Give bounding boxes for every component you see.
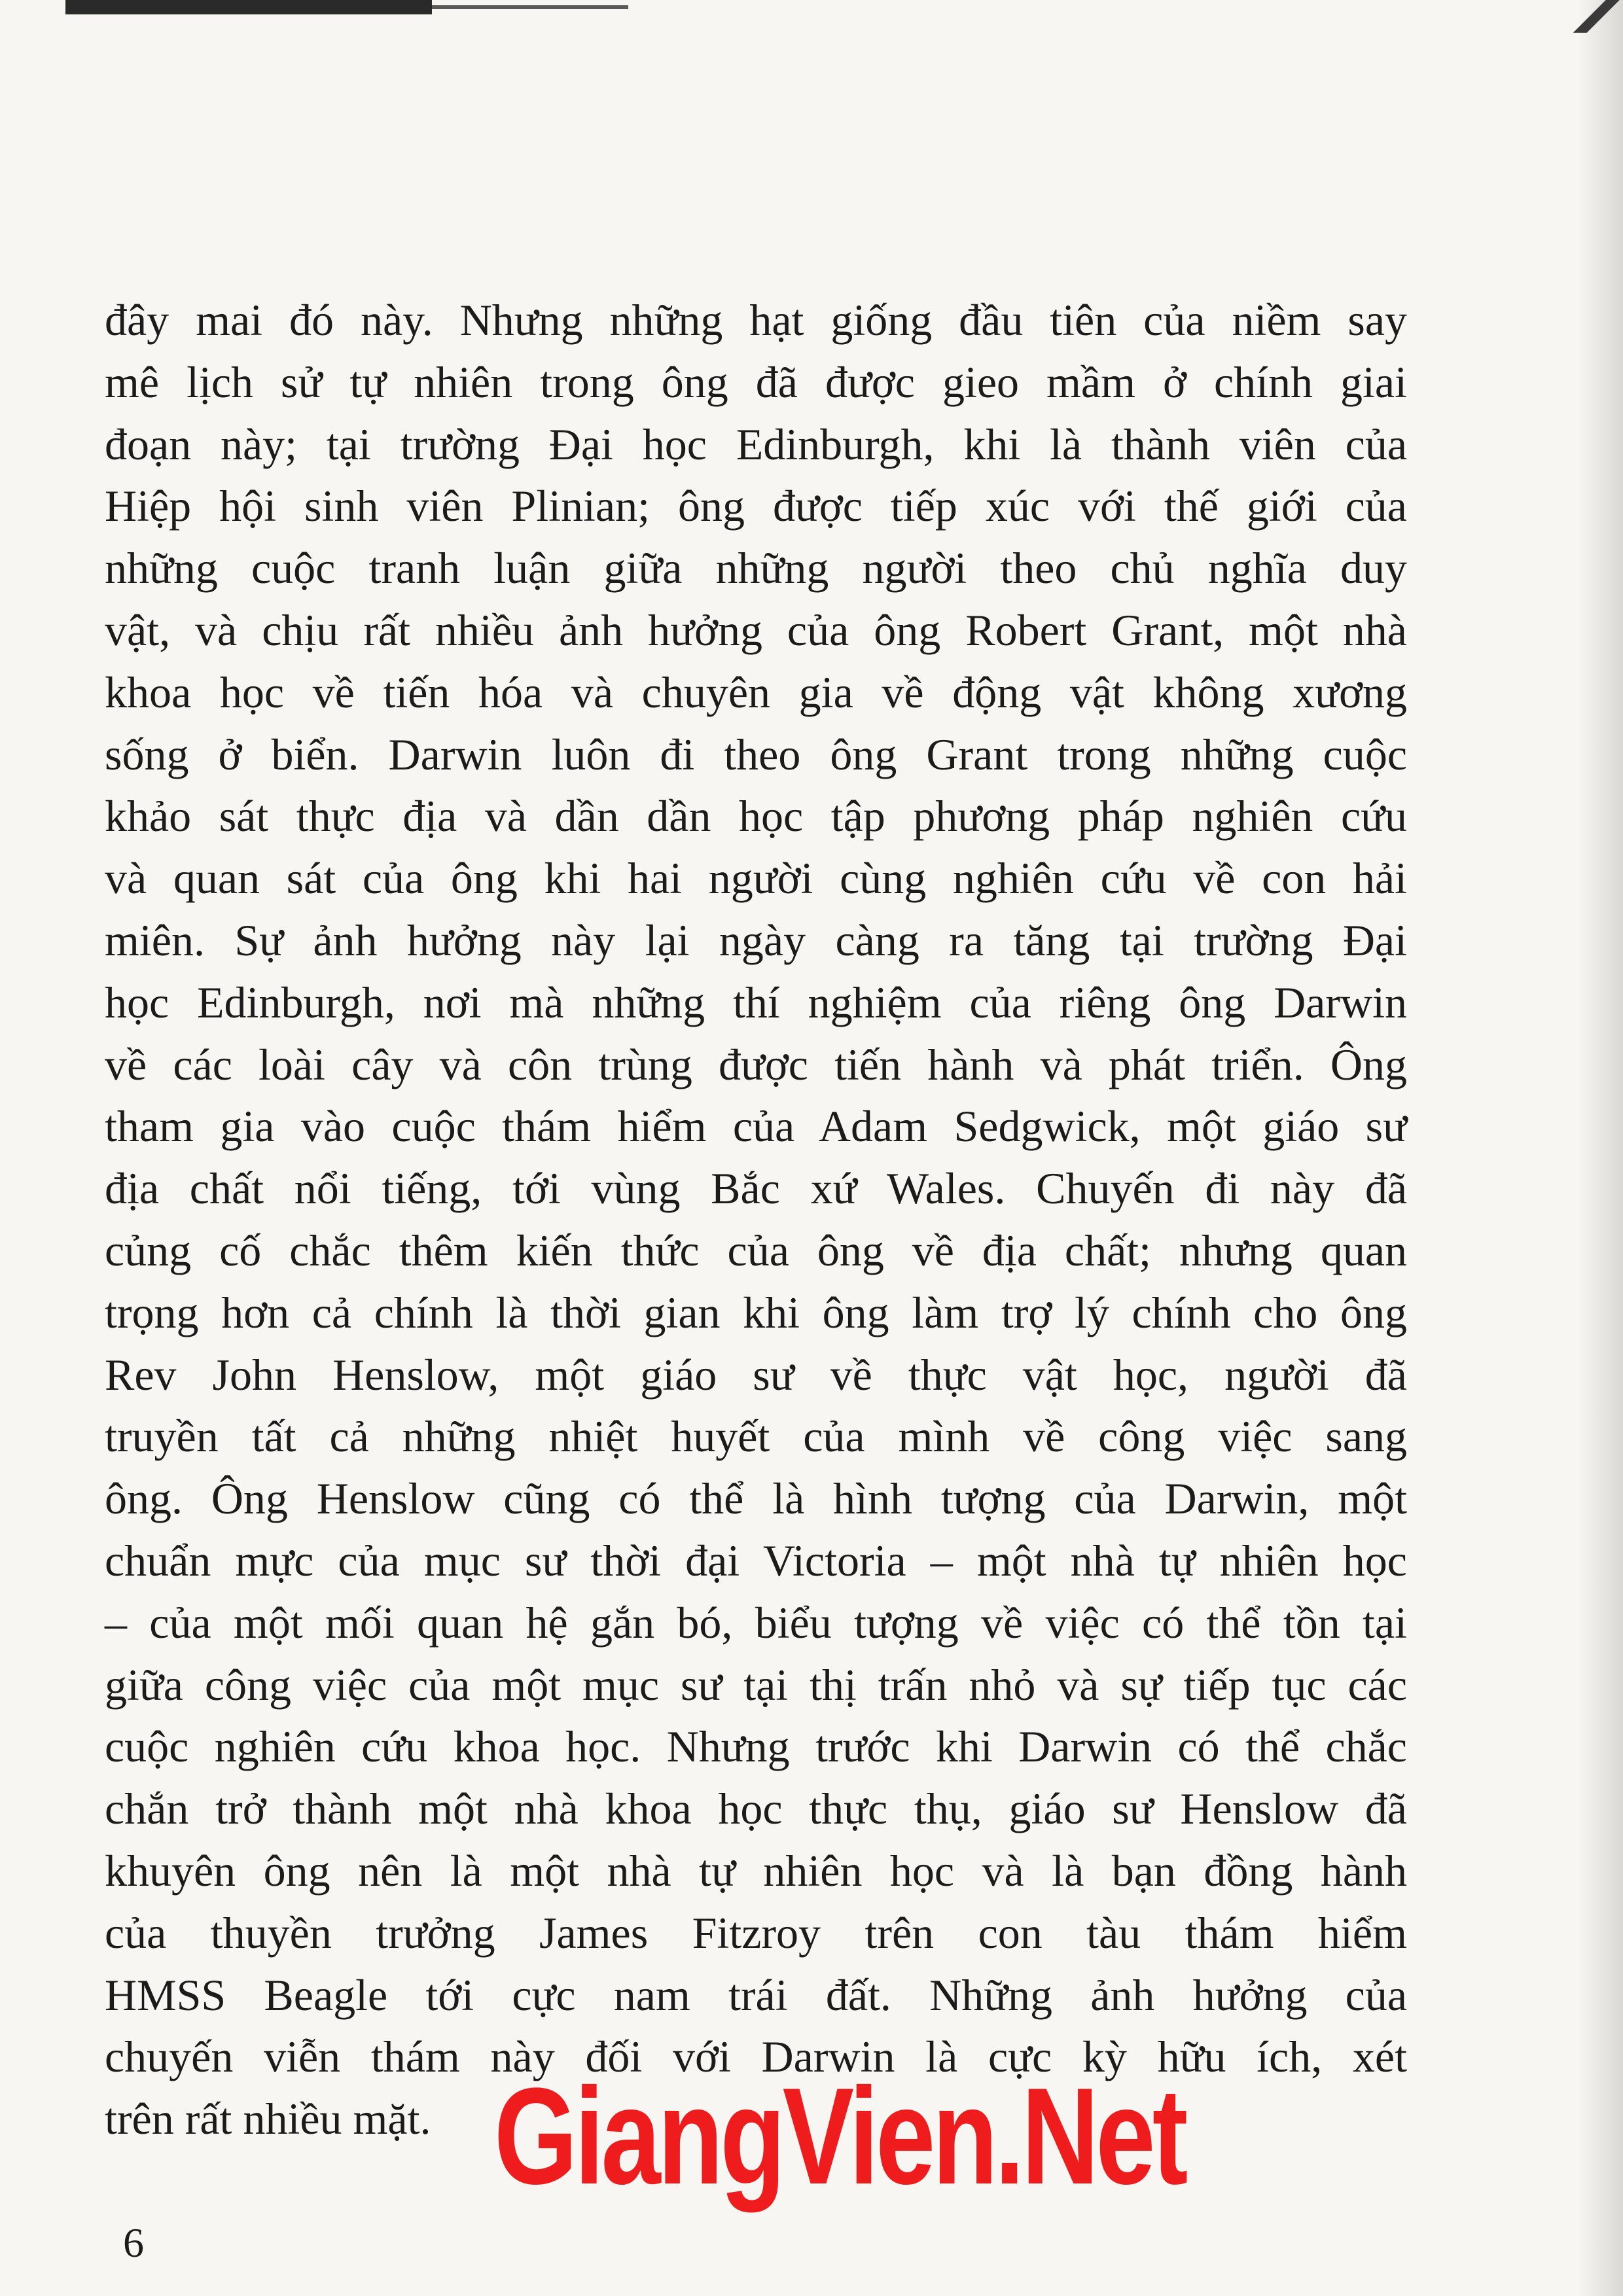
text-line: sống ở biển. Darwin luôn đi theo ông Grant trong những cuộc [105, 729, 1407, 779]
text-line: miên. Sự ảnh hưởng này lại ngày càng ra tăng tại trường Đại [105, 915, 1407, 965]
page-number: 6 [123, 2219, 144, 2266]
text-line: địa chất nổi tiếng, tới vùng Bắc xứ Wales. Chuyến đi này đã [105, 1163, 1407, 1214]
text-line: chuẩn mực của mục sư thời đại Victoria – một nhà tự nhiên học [105, 1535, 1407, 1585]
text-line: của thuyền trưởng James Fitzroy trên con tàu thám hiểm [105, 1907, 1407, 1958]
page-right-edge-shadow [1577, 0, 1623, 2296]
text-line: Rev John Henslow, một giáo sư về thực vật học, người đã [105, 1349, 1407, 1400]
text-line: khảo sát thực địa và dần dần học tập phương pháp nghiên cứu [105, 791, 1407, 841]
page-corner-mark [1564, 0, 1623, 33]
text-line: khuyên ông nên là một nhà tự nhiên học và là bạn đồng hành [105, 1845, 1407, 1896]
text-line: HMSS Beagle tới cực nam trái đất. Những ảnh hưởng của [105, 1969, 1407, 2020]
text-line: đoạn này; tại trường Đại học Edinburgh, khi là thành viên của [105, 419, 1407, 469]
text-line: ông. Ông Henslow cũng có thể là hình tượng của Darwin, một [105, 1474, 1407, 1524]
text-line: học Edinburgh, nơi mà những thí nghiệm của riêng ông Darwin [105, 977, 1407, 1027]
text-line: giữa công việc của một mục sư tại thị trấn nhỏ và sự tiếp tục các [105, 1659, 1407, 1710]
text-line: mê lịch sử tự nhiên trong ông đã được gieo mầm ở chính giai [105, 357, 1407, 407]
text-line: Hiệp hội sinh viên Plinian; ông được tiếp xúc với thế giới của [105, 481, 1407, 531]
text-line: – của một mối quan hệ gắn bó, biểu tượng về việc có thể tồn tại [105, 1597, 1407, 1648]
text-line: tham gia vào cuộc thám hiểm của Adam Sedgwick, một giáo sư [105, 1101, 1407, 1152]
body-paragraph [105, 289, 1407, 2150]
text-line: trọng hơn cả chính là thời gian khi ông làm trợ lý chính cho ông [105, 1287, 1407, 1337]
text-line: khoa học về tiến hóa và chuyên gia về động vật không xương [105, 667, 1407, 717]
text-line: truyền tất cả những nhiệt huyết của mình về công việc sang [105, 1411, 1407, 1462]
page-top-edge-line [432, 5, 628, 9]
text-line: chắn trở thành một nhà khoa học thực thụ, giáo sư Henslow đã [105, 1784, 1407, 1834]
text-line: củng cố chắc thêm kiến thức của ông về địa chất; nhưng quan [105, 1225, 1407, 1275]
text-line: vật, và chịu rất nhiều ảnh hưởng của ông Robert Grant, một nhà [105, 605, 1407, 655]
text-line: và quan sát của ông khi hai người cùng nghiên cứu về con hải [105, 853, 1407, 904]
text-line-last: trên rất nhiều mặt. [105, 2094, 431, 2144]
text-line: về các loài cây và côn trùng được tiến hành và phát triển. Ông [105, 1039, 1407, 1089]
page-top-edge-shadow [65, 0, 432, 14]
text-line: những cuộc tranh luận giữa những người theo chủ nghĩa duy [105, 543, 1407, 593]
text-line: chuyến viễn thám này đối với Darwin là cực kỳ hữu ích, xét [105, 2032, 1407, 2082]
watermark-logo-text: GiangVien.Net [494, 2059, 1185, 2213]
text-line: đây mai đó này. Nhưng những hạt giống đầu tiên của niềm say [105, 295, 1407, 345]
text-line: cuộc nghiên cứu khoa học. Nhưng trước khi Darwin có thể chắc [105, 1722, 1407, 1772]
